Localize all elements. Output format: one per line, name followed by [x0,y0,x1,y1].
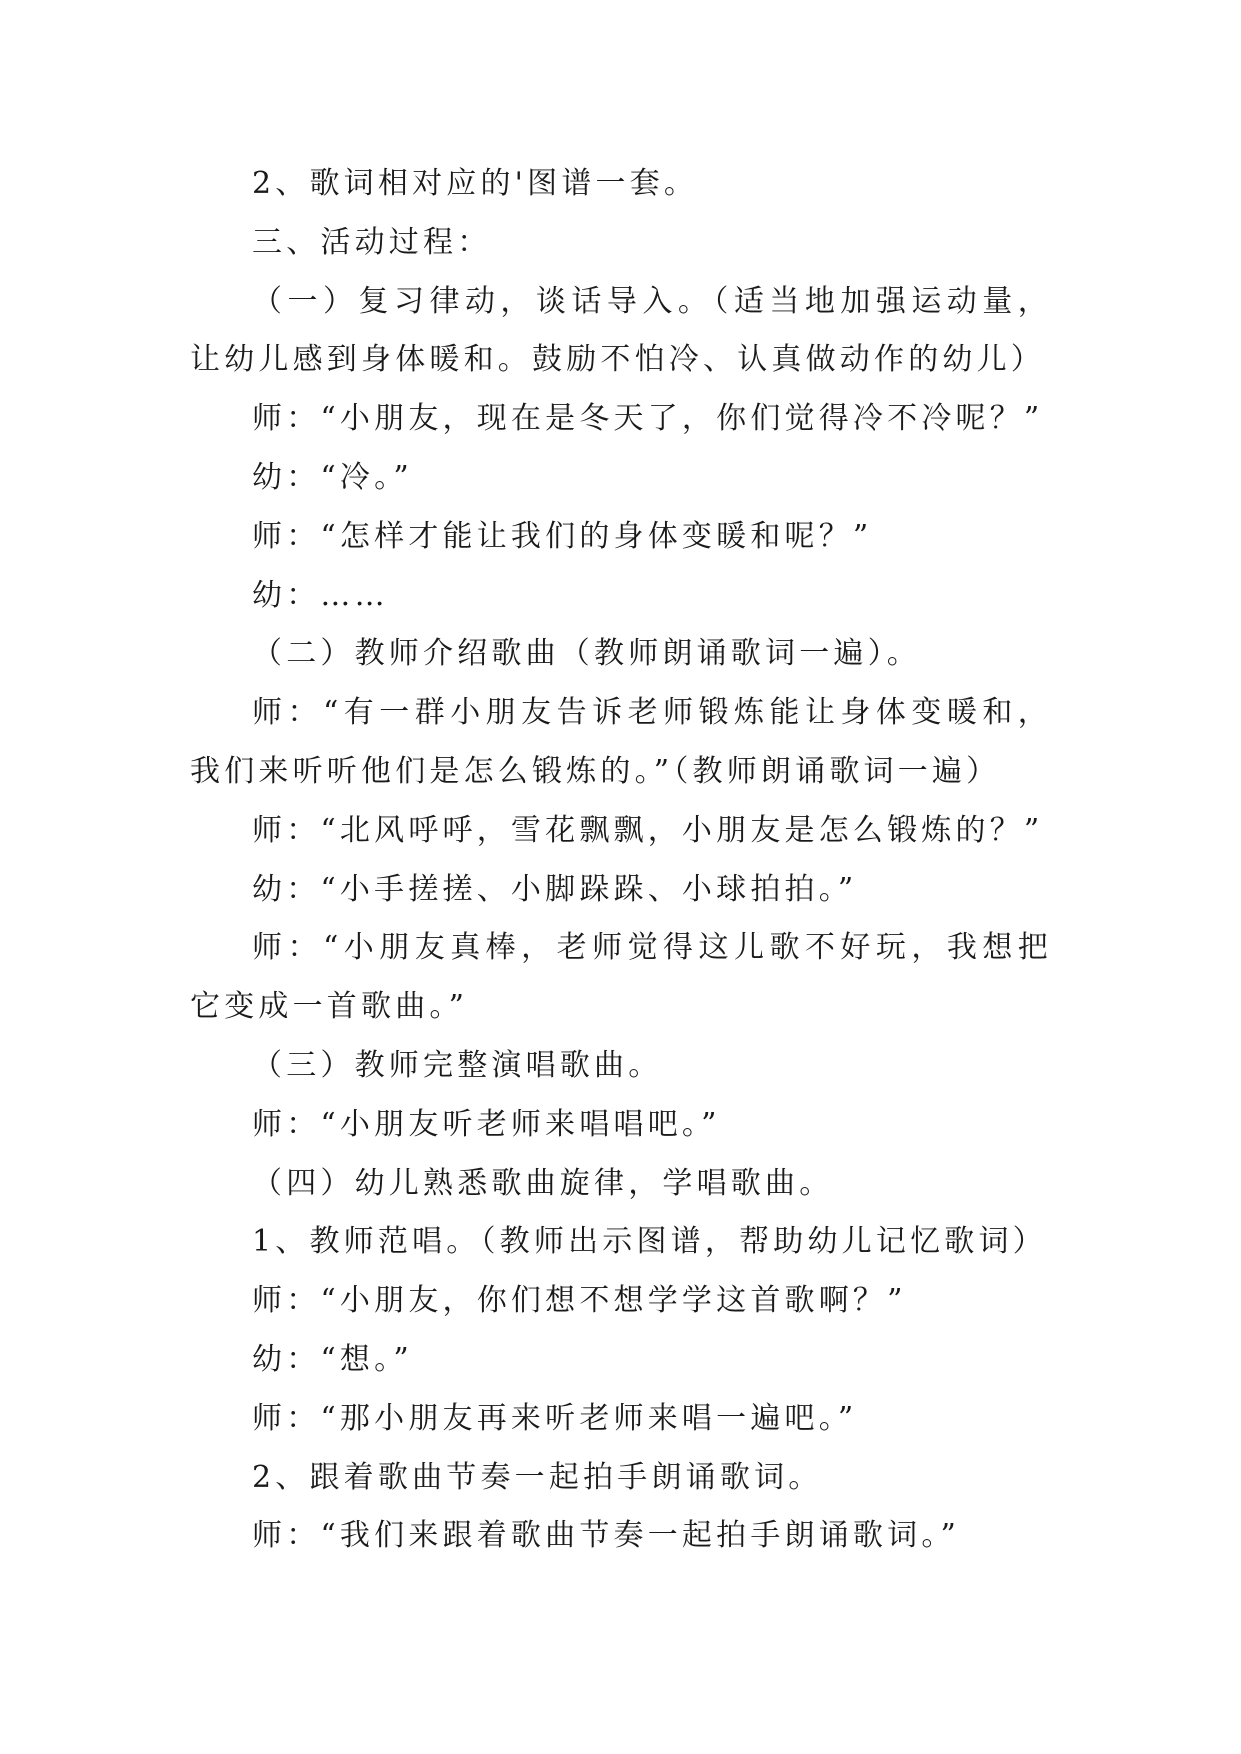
dialogue-line: 师：“小朋友，现在是冬天了，你们觉得冷不冷呢？” [252,401,1044,437]
dialogue-line: 幼：…… [252,577,389,613]
heading-step-3: （三）教师完整演唱歌曲。 [252,1047,663,1083]
dialogue-line: 师：“有一群小朋友告诉老师锻炼能让身体变暖和，我们来听听他们是怎么锻炼的。”（教师朗诵歌词一遍） [190,695,1052,789]
dialogue-line: 幼：“冷。” [252,459,413,495]
heading-activity-process: 三、活动过程： [252,224,492,260]
dialogue-line: 师：“小朋友真棒，老师觉得这儿歌不好玩，我想把它变成一首歌曲。” [190,930,1052,1025]
heading-step-2: （二）教师介绍歌曲（教师朗诵歌词一遍）。 [252,636,921,672]
sub-step-2: 2、跟着歌曲节奏一起拍手朗诵歌词。 [252,1459,823,1495]
dialogue-line: 幼：“想。” [252,1341,413,1377]
paragraph-materials-2: 2、歌词相对应的'图谱一套。 [252,166,699,201]
dialogue-line: 师：“我们来跟着歌曲节奏一起拍手朗诵歌词。” [252,1518,961,1554]
dialogue-line: 师：“小朋友，你们想不想学学这首歌啊？” [252,1283,907,1319]
dialogue-line: 师：“小朋友听老师来唱唱吧。” [252,1106,721,1142]
heading-step-1: （一）复习律动，谈话导入。（适当地加强运动量，让幼儿感到身体暖和。鼓励不怕冷、认真做动作的幼儿） [190,283,1052,378]
dialogue-line: 师：“北风呼呼，雪花飘飘，小朋友是怎么锻炼的？” [252,812,1044,848]
document-body [190,155,1052,1566]
heading-step-4: （四）幼儿熟悉歌曲旋律，学唱歌曲。 [252,1165,834,1201]
dialogue-line: 师：“那小朋友再来听老师来唱一遍吧。” [252,1400,858,1436]
dialogue-line: 师：“怎样才能让我们的身体变暖和呢？” [252,518,873,554]
dialogue-line: 幼：“小手搓搓、小脚跺跺、小球拍拍。” [252,871,858,907]
sub-step-1: 1、教师范唱。（教师出示图谱，帮助幼儿记忆歌词） [252,1224,1047,1260]
